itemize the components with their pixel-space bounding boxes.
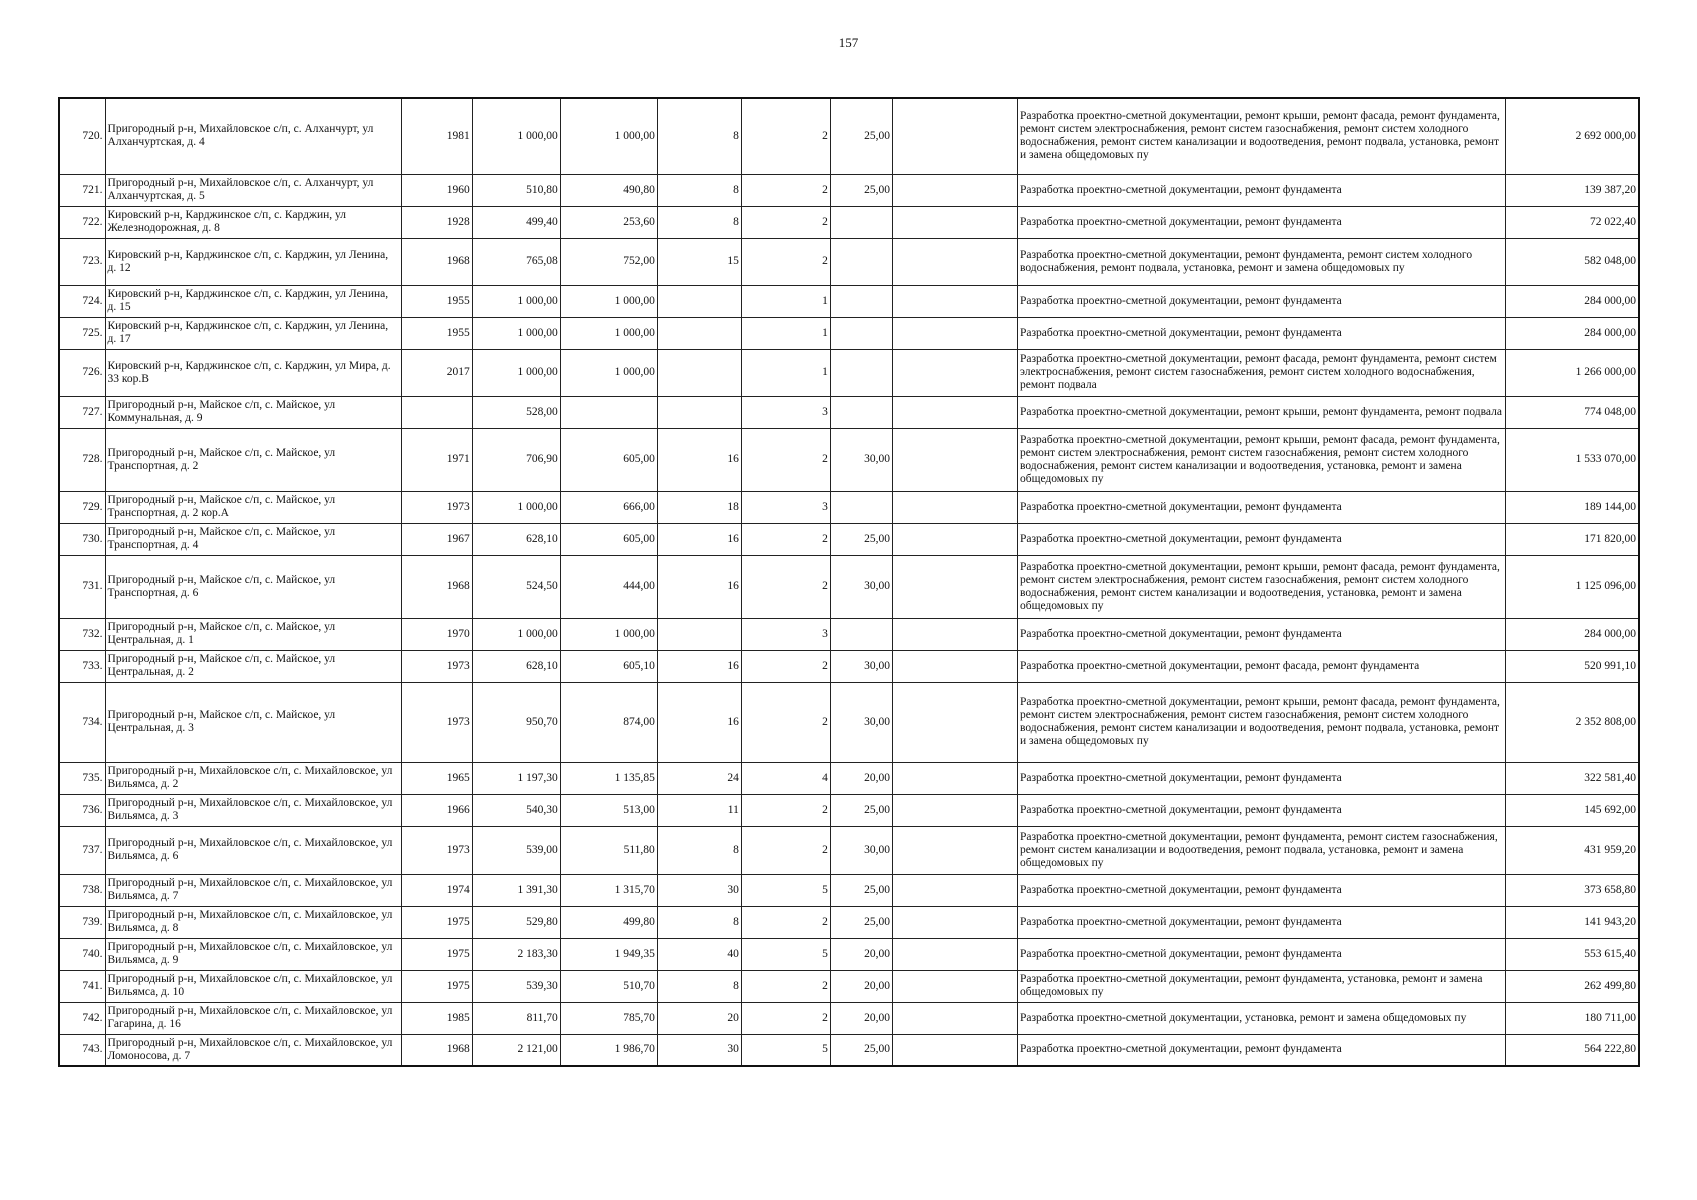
living-area-cell: 1 000,00 (560, 285, 657, 317)
table-row (59, 396, 1639, 428)
empty-cell (892, 1034, 1017, 1066)
floors-cell: 2 (741, 523, 830, 555)
row-number: 729. (59, 491, 105, 523)
year-cell: 1973 (401, 491, 472, 523)
wear-percent-cell: 30,00 (830, 428, 892, 491)
row-number: 726. (59, 349, 105, 396)
works-list-cell: Разработка проектно-сметной документации, ремонт фундамента, ремонт систем газоснабжения, ремонт систем канализации и водоотведения, ремонт подвала, установка, ремонт и замена общедомовых пу (1018, 826, 1506, 874)
address-cell: Пригородный р-н, Михайловское с/п, с. Алханчурт, ул Алханчуртская, д. 4 (105, 98, 401, 174)
year-cell: 1975 (401, 938, 472, 970)
living-area-cell: 605,00 (560, 523, 657, 555)
total-area-cell: 528,00 (472, 396, 560, 428)
row-number: 720. (59, 98, 105, 174)
table-row (59, 555, 1639, 618)
living-area-cell: 1 000,00 (560, 98, 657, 174)
empty-cell (892, 826, 1017, 874)
works-list-cell: Разработка проектно-сметной документации, ремонт крыши, ремонт фасада, ремонт фундамента, ремонт систем электроснабжения, ремонт систем газоснабжения, ремонт систем холодного водоснабжения, ремонт систем канализации и водоотведения, установка, ремонт и замена общедомовых пу (1018, 555, 1506, 618)
cost-cell: 72 022,40 (1506, 206, 1639, 238)
living-area-cell: 605,00 (560, 428, 657, 491)
cost-cell: 1 125 096,00 (1506, 555, 1639, 618)
cost-cell: 582 048,00 (1506, 238, 1639, 285)
address-cell: Кировский р-н, Карджинское с/п, с. Карджин, ул Ленина, д. 17 (105, 317, 401, 349)
year-cell: 1960 (401, 174, 472, 206)
residents-cell: 30 (657, 1034, 741, 1066)
total-area-cell: 529,80 (472, 906, 560, 938)
empty-cell (892, 206, 1017, 238)
year-cell: 1973 (401, 650, 472, 682)
wear-percent-cell (830, 206, 892, 238)
address-cell: Пригородный р-н, Михайловское с/п, с. Михайловское, ул Вильямса, д. 9 (105, 938, 401, 970)
living-area-cell: 253,60 (560, 206, 657, 238)
year-cell: 1955 (401, 285, 472, 317)
cost-cell: 284 000,00 (1506, 618, 1639, 650)
year-cell: 1968 (401, 1034, 472, 1066)
cost-cell: 553 615,40 (1506, 938, 1639, 970)
cost-cell: 284 000,00 (1506, 285, 1639, 317)
residents-cell: 16 (657, 523, 741, 555)
address-cell: Пригородный р-н, Майское с/п, с. Майское, ул Транспортная, д. 6 (105, 555, 401, 618)
year-cell: 1965 (401, 762, 472, 794)
cost-cell: 180 711,00 (1506, 1002, 1639, 1034)
works-list-cell: Разработка проектно-сметной документации, ремонт фундамента (1018, 874, 1506, 906)
total-area-cell: 540,30 (472, 794, 560, 826)
table-row (59, 618, 1639, 650)
row-number: 743. (59, 1034, 105, 1066)
empty-cell (892, 762, 1017, 794)
table-row (59, 1002, 1639, 1034)
living-area-cell: 1 135,85 (560, 762, 657, 794)
row-number: 721. (59, 174, 105, 206)
empty-cell (892, 970, 1017, 1002)
address-cell: Пригородный р-н, Майское с/п, с. Майское, ул Транспортная, д. 2 (105, 428, 401, 491)
year-cell (401, 396, 472, 428)
residents-cell: 20 (657, 1002, 741, 1034)
total-area-cell: 2 183,30 (472, 938, 560, 970)
works-list-cell: Разработка проектно-сметной документации, ремонт фундамента (1018, 794, 1506, 826)
cost-cell: 141 943,20 (1506, 906, 1639, 938)
wear-percent-cell (830, 349, 892, 396)
wear-percent-cell (830, 491, 892, 523)
floors-cell: 2 (741, 826, 830, 874)
wear-percent-cell: 20,00 (830, 1002, 892, 1034)
living-area-cell: 605,10 (560, 650, 657, 682)
wear-percent-cell: 25,00 (830, 794, 892, 826)
wear-percent-cell (830, 317, 892, 349)
table-row (59, 491, 1639, 523)
residents-cell (657, 285, 741, 317)
living-area-cell: 1 949,35 (560, 938, 657, 970)
empty-cell (892, 1002, 1017, 1034)
floors-cell: 2 (741, 794, 830, 826)
address-cell: Пригородный р-н, Майское с/п, с. Майское, ул Коммунальная, д. 9 (105, 396, 401, 428)
cost-cell: 262 499,80 (1506, 970, 1639, 1002)
residents-cell: 24 (657, 762, 741, 794)
floors-cell: 2 (741, 970, 830, 1002)
residents-cell (657, 618, 741, 650)
floors-cell: 2 (741, 238, 830, 285)
wear-percent-cell: 25,00 (830, 874, 892, 906)
total-area-cell: 1 000,00 (472, 349, 560, 396)
wear-percent-cell: 30,00 (830, 650, 892, 682)
floors-cell: 3 (741, 618, 830, 650)
living-area-cell: 444,00 (560, 555, 657, 618)
year-cell: 2017 (401, 349, 472, 396)
year-cell: 1971 (401, 428, 472, 491)
wear-percent-cell: 20,00 (830, 762, 892, 794)
table-row (59, 794, 1639, 826)
floors-cell: 2 (741, 206, 830, 238)
table-row (59, 874, 1639, 906)
residents-cell: 15 (657, 238, 741, 285)
total-area-cell: 811,70 (472, 1002, 560, 1034)
year-cell: 1970 (401, 618, 472, 650)
total-area-cell: 765,08 (472, 238, 560, 285)
residents-cell: 8 (657, 970, 741, 1002)
empty-cell (892, 428, 1017, 491)
wear-percent-cell (830, 285, 892, 317)
total-area-cell: 628,10 (472, 523, 560, 555)
table-row (59, 174, 1639, 206)
table-row (59, 762, 1639, 794)
floors-cell: 5 (741, 1034, 830, 1066)
living-area-cell: 785,70 (560, 1002, 657, 1034)
wear-percent-cell (830, 618, 892, 650)
cost-cell: 520 991,10 (1506, 650, 1639, 682)
empty-cell (892, 285, 1017, 317)
row-number: 724. (59, 285, 105, 317)
total-area-cell: 950,70 (472, 682, 560, 762)
year-cell: 1975 (401, 906, 472, 938)
table-row (59, 1034, 1639, 1066)
address-cell: Кировский р-н, Карджинское с/п, с. Карджин, ул Мира, д. 33 кор.В (105, 349, 401, 396)
year-cell: 1968 (401, 555, 472, 618)
row-number: 730. (59, 523, 105, 555)
cost-cell: 139 387,20 (1506, 174, 1639, 206)
residents-cell: 18 (657, 491, 741, 523)
wear-percent-cell (830, 238, 892, 285)
empty-cell (892, 682, 1017, 762)
floors-cell: 1 (741, 317, 830, 349)
residents-cell: 8 (657, 174, 741, 206)
living-area-cell: 874,00 (560, 682, 657, 762)
floors-cell: 5 (741, 874, 830, 906)
works-list-cell: Разработка проектно-сметной документации, ремонт крыши, ремонт фасада, ремонт фундамента, ремонт систем электроснабжения, ремонт систем газоснабжения, ремонт систем холодного водоснабжения, ремонт систем канализации и водоотведения, ремонт подвала, установка, ремонт и замена общедомовых пу (1018, 98, 1506, 174)
cost-cell: 1 533 070,00 (1506, 428, 1639, 491)
floors-cell: 2 (741, 98, 830, 174)
row-number: 734. (59, 682, 105, 762)
floors-cell: 2 (741, 650, 830, 682)
floors-cell: 2 (741, 428, 830, 491)
cost-cell: 564 222,80 (1506, 1034, 1639, 1066)
works-list-cell: Разработка проектно-сметной документации, ремонт крыши, ремонт фасада, ремонт фундамента, ремонт систем электроснабжения, ремонт систем газоснабжения, ремонт систем холодного водоснабжения, ремонт систем канализации и водоотведения, установка, ремонт и замена общедомовых пу (1018, 428, 1506, 491)
floors-cell: 3 (741, 396, 830, 428)
total-area-cell: 706,90 (472, 428, 560, 491)
empty-cell (892, 938, 1017, 970)
total-area-cell: 1 000,00 (472, 491, 560, 523)
year-cell: 1974 (401, 874, 472, 906)
address-cell: Пригородный р-н, Михайловское с/п, с. Михайловское, ул Вильямса, д. 8 (105, 906, 401, 938)
row-number: 741. (59, 970, 105, 1002)
address-cell: Кировский р-н, Карджинское с/п, с. Карджин, ул Железнодорожная, д. 8 (105, 206, 401, 238)
row-number: 725. (59, 317, 105, 349)
living-area-cell: 513,00 (560, 794, 657, 826)
page-number: 157 (838, 35, 859, 50)
year-cell: 1968 (401, 238, 472, 285)
floors-cell: 3 (741, 491, 830, 523)
floors-cell: 1 (741, 349, 830, 396)
total-area-cell: 1 391,30 (472, 874, 560, 906)
table-row (59, 98, 1639, 174)
row-number: 736. (59, 794, 105, 826)
year-cell: 1966 (401, 794, 472, 826)
works-list-cell: Разработка проектно-сметной документации, установка, ремонт и замена общедомовых пу (1018, 1002, 1506, 1034)
address-cell: Пригородный р-н, Михайловское с/п, с. Михайловское, ул Вильямса, д. 10 (105, 970, 401, 1002)
works-list-cell: Разработка проектно-сметной документации, ремонт фасада, ремонт фундамента (1018, 650, 1506, 682)
row-number: 722. (59, 206, 105, 238)
empty-cell (892, 650, 1017, 682)
residents-cell: 8 (657, 98, 741, 174)
wear-percent-cell: 25,00 (830, 906, 892, 938)
cost-cell: 322 581,40 (1506, 762, 1639, 794)
address-cell: Кировский р-н, Карджинское с/п, с. Карджин, ул Ленина, д. 12 (105, 238, 401, 285)
cost-cell: 431 959,20 (1506, 826, 1639, 874)
row-number: 735. (59, 762, 105, 794)
wear-percent-cell: 20,00 (830, 970, 892, 1002)
row-number: 732. (59, 618, 105, 650)
total-area-cell: 524,50 (472, 555, 560, 618)
table-row (59, 349, 1639, 396)
row-number: 723. (59, 238, 105, 285)
works-list-cell: Разработка проектно-сметной документации, ремонт фундамента (1018, 317, 1506, 349)
living-area-cell: 511,80 (560, 826, 657, 874)
works-list-cell: Разработка проектно-сметной документации, ремонт фундамента (1018, 174, 1506, 206)
floors-cell: 2 (741, 174, 830, 206)
row-number: 727. (59, 396, 105, 428)
living-area-cell: 1 315,70 (560, 874, 657, 906)
works-list-cell: Разработка проектно-сметной документации, ремонт фундамента, установка, ремонт и замена общедомовых пу (1018, 970, 1506, 1002)
row-number: 738. (59, 874, 105, 906)
floors-cell: 4 (741, 762, 830, 794)
year-cell: 1955 (401, 317, 472, 349)
total-area-cell: 1 197,30 (472, 762, 560, 794)
wear-percent-cell: 25,00 (830, 98, 892, 174)
wear-percent-cell: 20,00 (830, 938, 892, 970)
cost-cell: 171 820,00 (1506, 523, 1639, 555)
total-area-cell: 2 121,00 (472, 1034, 560, 1066)
empty-cell (892, 174, 1017, 206)
living-area-cell: 490,80 (560, 174, 657, 206)
row-number: 728. (59, 428, 105, 491)
floors-cell: 1 (741, 285, 830, 317)
row-number: 731. (59, 555, 105, 618)
living-area-cell: 1 000,00 (560, 317, 657, 349)
address-cell: Пригородный р-н, Майское с/п, с. Майское, ул Центральная, д. 1 (105, 618, 401, 650)
table-row (59, 826, 1639, 874)
living-area-cell: 666,00 (560, 491, 657, 523)
works-list-cell: Разработка проектно-сметной документации, ремонт фундамента (1018, 762, 1506, 794)
total-area-cell: 510,80 (472, 174, 560, 206)
floors-cell: 5 (741, 938, 830, 970)
year-cell: 1973 (401, 682, 472, 762)
works-list-cell: Разработка проектно-сметной документации, ремонт фундамента (1018, 1034, 1506, 1066)
works-list-cell: Разработка проектно-сметной документации, ремонт крыши, ремонт фундамента, ремонт подвала (1018, 396, 1506, 428)
row-number: 739. (59, 906, 105, 938)
table-row (59, 317, 1639, 349)
residents-cell (657, 317, 741, 349)
total-area-cell: 1 000,00 (472, 618, 560, 650)
works-list-cell: Разработка проектно-сметной документации, ремонт фундамента (1018, 938, 1506, 970)
wear-percent-cell (830, 396, 892, 428)
works-list-cell: Разработка проектно-сметной документации, ремонт фундамента (1018, 906, 1506, 938)
empty-cell (892, 794, 1017, 826)
table-row (59, 650, 1639, 682)
address-cell: Пригородный р-н, Михайловское с/п, с. Алханчурт, ул Алханчуртская, д. 5 (105, 174, 401, 206)
wear-percent-cell: 25,00 (830, 523, 892, 555)
year-cell: 1928 (401, 206, 472, 238)
floors-cell: 2 (741, 1002, 830, 1034)
works-list-cell: Разработка проектно-сметной документации, ремонт фасада, ремонт фундамента, ремонт систем электроснабжения, ремонт систем газоснабжения, ремонт систем холодного водоснабжения, ремонт подвала (1018, 349, 1506, 396)
living-area-cell (560, 396, 657, 428)
empty-cell (892, 555, 1017, 618)
wear-percent-cell: 30,00 (830, 826, 892, 874)
wear-percent-cell: 30,00 (830, 555, 892, 618)
cost-cell: 373 658,80 (1506, 874, 1639, 906)
address-cell: Пригородный р-н, Михайловское с/п, с. Михайловское, ул Гагарина, д. 16 (105, 1002, 401, 1034)
address-cell: Пригородный р-н, Майское с/п, с. Майское, ул Транспортная, д. 4 (105, 523, 401, 555)
residents-cell: 8 (657, 906, 741, 938)
cost-cell: 145 692,00 (1506, 794, 1639, 826)
table-row (59, 206, 1639, 238)
empty-cell (892, 396, 1017, 428)
year-cell: 1973 (401, 826, 472, 874)
works-list-cell: Разработка проектно-сметной документации, ремонт фундамента (1018, 523, 1506, 555)
cost-cell: 189 144,00 (1506, 491, 1639, 523)
table-row (59, 285, 1639, 317)
year-cell: 1981 (401, 98, 472, 174)
works-list-cell: Разработка проектно-сметной документации, ремонт фундамента (1018, 618, 1506, 650)
address-cell: Пригородный р-н, Майское с/п, с. Майское, ул Центральная, д. 2 (105, 650, 401, 682)
address-cell: Кировский р-н, Карджинское с/п, с. Карджин, ул Ленина, д. 15 (105, 285, 401, 317)
cost-cell: 284 000,00 (1506, 317, 1639, 349)
total-area-cell: 1 000,00 (472, 285, 560, 317)
table-row (59, 238, 1639, 285)
row-number: 733. (59, 650, 105, 682)
table-body (59, 98, 1639, 1066)
residents-cell: 16 (657, 682, 741, 762)
works-list-cell: Разработка проектно-сметной документации, ремонт крыши, ремонт фасада, ремонт фундамента, ремонт систем электроснабжения, ремонт систем газоснабжения, ремонт систем холодного водоснабжения, ремонт систем канализации и водоотведения, ремонт подвала, установка, ремонт и замена общедомовых пу (1018, 682, 1506, 762)
living-area-cell: 1 000,00 (560, 618, 657, 650)
table-row (59, 428, 1639, 491)
wear-percent-cell: 30,00 (830, 682, 892, 762)
total-area-cell: 539,00 (472, 826, 560, 874)
residents-cell: 16 (657, 428, 741, 491)
residents-cell: 11 (657, 794, 741, 826)
cost-cell: 1 266 000,00 (1506, 349, 1639, 396)
residents-cell: 8 (657, 826, 741, 874)
wear-percent-cell: 25,00 (830, 1034, 892, 1066)
floors-cell: 2 (741, 906, 830, 938)
residents-cell: 30 (657, 874, 741, 906)
empty-cell (892, 349, 1017, 396)
empty-cell (892, 906, 1017, 938)
address-cell: Пригородный р-н, Михайловское с/п, с. Михайловское, ул Ломоносова, д. 7 (105, 1034, 401, 1066)
works-list-cell: Разработка проектно-сметной документации, ремонт фундамента (1018, 285, 1506, 317)
empty-cell (892, 491, 1017, 523)
address-cell: Пригородный р-н, Михайловское с/п, с. Михайловское, ул Вильямса, д. 3 (105, 794, 401, 826)
address-cell: Пригородный р-н, Майское с/п, с. Майское, ул Транспортная, д. 2 кор.А (105, 491, 401, 523)
floors-cell: 2 (741, 555, 830, 618)
residents-cell: 16 (657, 650, 741, 682)
total-area-cell: 1 000,00 (472, 317, 560, 349)
row-number: 737. (59, 826, 105, 874)
living-area-cell: 1 986,70 (560, 1034, 657, 1066)
row-number: 740. (59, 938, 105, 970)
wear-percent-cell: 25,00 (830, 174, 892, 206)
table-row (59, 938, 1639, 970)
year-cell: 1985 (401, 1002, 472, 1034)
residents-cell: 40 (657, 938, 741, 970)
works-list-cell: Разработка проектно-сметной документации, ремонт фундамента (1018, 206, 1506, 238)
residents-cell (657, 396, 741, 428)
repair-register-table (58, 97, 1640, 1067)
residents-cell: 8 (657, 206, 741, 238)
address-cell: Пригородный р-н, Михайловское с/п, с. Михайловское, ул Вильямса, д. 7 (105, 874, 401, 906)
row-number: 742. (59, 1002, 105, 1034)
year-cell: 1967 (401, 523, 472, 555)
living-area-cell: 499,80 (560, 906, 657, 938)
empty-cell (892, 98, 1017, 174)
table-row (59, 906, 1639, 938)
living-area-cell: 510,70 (560, 970, 657, 1002)
living-area-cell: 752,00 (560, 238, 657, 285)
empty-cell (892, 523, 1017, 555)
total-area-cell: 539,30 (472, 970, 560, 1002)
address-cell: Пригородный р-н, Майское с/п, с. Майское, ул Центральная, д. 3 (105, 682, 401, 762)
total-area-cell: 628,10 (472, 650, 560, 682)
living-area-cell: 1 000,00 (560, 349, 657, 396)
cost-cell: 2 692 000,00 (1506, 98, 1639, 174)
address-cell: Пригородный р-н, Михайловское с/п, с. Михайловское, ул Вильямса, д. 6 (105, 826, 401, 874)
total-area-cell: 499,40 (472, 206, 560, 238)
year-cell: 1975 (401, 970, 472, 1002)
table-row (59, 970, 1639, 1002)
table-row (59, 523, 1639, 555)
empty-cell (892, 238, 1017, 285)
residents-cell: 16 (657, 555, 741, 618)
floors-cell: 2 (741, 682, 830, 762)
total-area-cell: 1 000,00 (472, 98, 560, 174)
table-row (59, 682, 1639, 762)
cost-cell: 2 352 808,00 (1506, 682, 1639, 762)
cost-cell: 774 048,00 (1506, 396, 1639, 428)
empty-cell (892, 874, 1017, 906)
empty-cell (892, 618, 1017, 650)
residents-cell (657, 349, 741, 396)
works-list-cell: Разработка проектно-сметной документации, ремонт фундамента, ремонт систем холодного водоснабжения, ремонт подвала, установка, ремонт и замена общедомовых пу (1018, 238, 1506, 285)
works-list-cell: Разработка проектно-сметной документации, ремонт фундамента (1018, 491, 1506, 523)
empty-cell (892, 317, 1017, 349)
address-cell: Пригородный р-н, Михайловское с/п, с. Михайловское, ул Вильямса, д. 2 (105, 762, 401, 794)
